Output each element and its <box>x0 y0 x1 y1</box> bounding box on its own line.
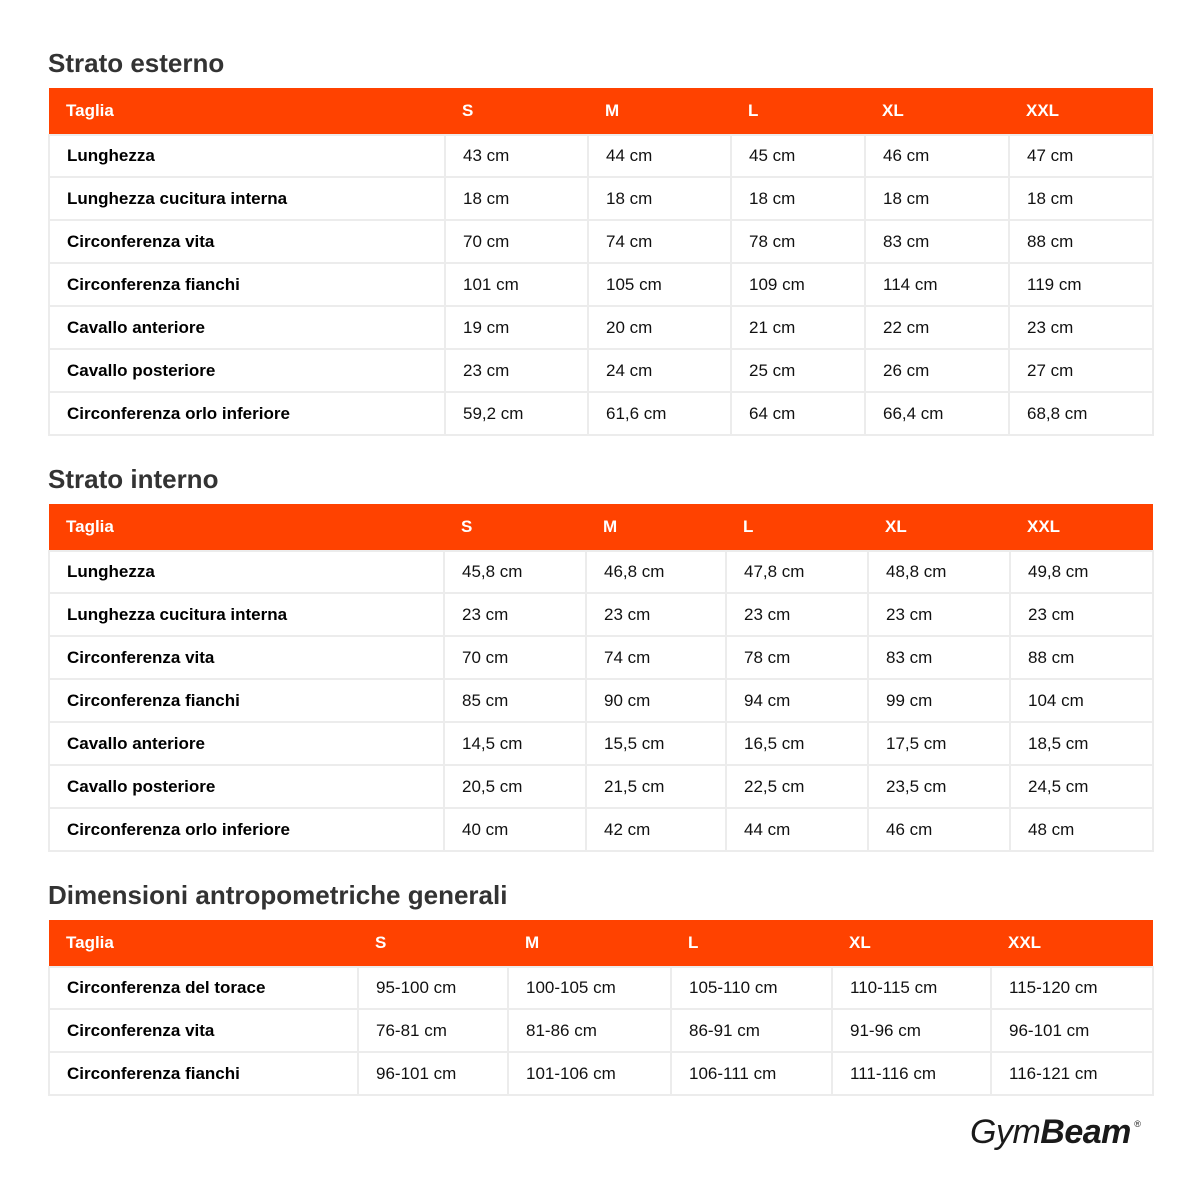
table-cell: 21 cm <box>731 306 865 349</box>
row-label: Lunghezza <box>49 135 445 177</box>
table-cell: 76-81 cm <box>358 1009 508 1052</box>
table-cell: 44 cm <box>588 135 731 177</box>
table-cell: 83 cm <box>865 220 1009 263</box>
table-row <box>49 1009 1153 1052</box>
section-title: Dimensioni antropometriche generali <box>48 880 508 910</box>
table-cell: 23 cm <box>726 593 868 636</box>
table-cell: 81-86 cm <box>508 1009 671 1052</box>
table-cell: 59,2 cm <box>445 392 588 435</box>
table-row <box>49 593 1153 636</box>
table-cell: 66,4 cm <box>865 392 1009 435</box>
table-cell: 111-116 cm <box>832 1052 991 1095</box>
table-cell: 46 cm <box>868 808 1010 851</box>
table-cell: 70 cm <box>445 220 588 263</box>
table-cell: 101 cm <box>445 263 588 306</box>
section-inner-layer <box>48 464 1152 850</box>
table-row <box>49 551 1153 593</box>
table-cell: 94 cm <box>726 679 868 722</box>
table-cell: 115-120 cm <box>991 967 1153 1009</box>
header-cell-xl: XL <box>868 504 1010 551</box>
table-cell: 23 cm <box>586 593 726 636</box>
table-cell: 18 cm <box>588 177 731 220</box>
table-row <box>49 967 1153 1009</box>
row-label: Lunghezza cucitura interna <box>49 593 444 636</box>
logo-text-gym: Gym <box>970 1113 1041 1151</box>
table-cell: 18 cm <box>445 177 588 220</box>
table-cell: 90 cm <box>586 679 726 722</box>
row-label: Lunghezza cucitura interna <box>49 177 445 220</box>
table-cell: 48,8 cm <box>868 551 1010 593</box>
table-cell: 68,8 cm <box>1009 392 1153 435</box>
table-cell: 23,5 cm <box>868 765 1010 808</box>
table-cell: 109 cm <box>731 263 865 306</box>
table-cell: 88 cm <box>1009 220 1153 263</box>
table-cell: 20 cm <box>588 306 731 349</box>
table-cell: 74 cm <box>588 220 731 263</box>
row-label: Circonferenza fianchi <box>49 679 444 722</box>
section-outer-layer <box>48 48 1152 434</box>
table-cell: 78 cm <box>726 636 868 679</box>
table-row <box>49 177 1153 220</box>
registered-mark: ® <box>1134 1119 1141 1129</box>
table-cell: 22 cm <box>865 306 1009 349</box>
table-cell: 95-100 cm <box>358 967 508 1009</box>
section-title: Strato interno <box>48 464 219 494</box>
header-cell-size: Taglia <box>49 88 445 135</box>
table-cell: 70 cm <box>444 636 586 679</box>
row-label: Lunghezza <box>49 551 444 593</box>
row-label: Circonferenza vita <box>49 220 445 263</box>
table-cell: 23 cm <box>445 349 588 392</box>
table-cell: 16,5 cm <box>726 722 868 765</box>
logo-text-beam: Beam <box>1040 1113 1131 1151</box>
table-row <box>49 679 1153 722</box>
row-label: Circonferenza del torace <box>49 967 358 1009</box>
table-cell: 40 cm <box>444 808 586 851</box>
table-cell: 20,5 cm <box>444 765 586 808</box>
table-cell: 47 cm <box>1009 135 1153 177</box>
table-cell: 83 cm <box>868 636 1010 679</box>
table-row <box>49 306 1153 349</box>
table-cell: 96-101 cm <box>358 1052 508 1095</box>
row-label: Cavallo anteriore <box>49 306 445 349</box>
table-cell: 106-111 cm <box>671 1052 832 1095</box>
table-cell: 105-110 cm <box>671 967 832 1009</box>
table-cell: 24 cm <box>588 349 731 392</box>
section-title: Strato esterno <box>48 48 225 78</box>
table-cell: 99 cm <box>868 679 1010 722</box>
row-label: Cavallo anteriore <box>49 722 444 765</box>
table-cell: 104 cm <box>1010 679 1153 722</box>
table-cell: 27 cm <box>1009 349 1153 392</box>
header-cell-s: S <box>444 504 586 551</box>
table-row <box>49 765 1153 808</box>
table-row <box>49 392 1153 435</box>
header-cell-m: M <box>508 920 671 967</box>
table-cell: 43 cm <box>445 135 588 177</box>
row-label: Cavallo posteriore <box>49 765 444 808</box>
table-row <box>49 220 1153 263</box>
table-cell: 46,8 cm <box>586 551 726 593</box>
row-label: Circonferenza fianchi <box>49 263 445 306</box>
header-cell-xxl: XXL <box>1010 504 1153 551</box>
table-cell: 26 cm <box>865 349 1009 392</box>
table-cell: 46 cm <box>865 135 1009 177</box>
table-cell: 74 cm <box>586 636 726 679</box>
size-table-inner-layer <box>48 504 1154 852</box>
row-label: Circonferenza fianchi <box>49 1052 358 1095</box>
table-cell: 23 cm <box>1010 593 1153 636</box>
header-cell-m: M <box>588 88 731 135</box>
header-cell-l: L <box>671 920 832 967</box>
gymbeam-logo <box>970 1110 1141 1154</box>
header-cell-xxl: XXL <box>1009 88 1153 135</box>
table-cell: 14,5 cm <box>444 722 586 765</box>
table-cell: 110-115 cm <box>832 967 991 1009</box>
table-cell: 85 cm <box>444 679 586 722</box>
section-general-measurements <box>48 880 1152 1096</box>
table-cell: 23 cm <box>1009 306 1153 349</box>
table-cell: 86-91 cm <box>671 1009 832 1052</box>
table-row <box>49 636 1153 679</box>
table-cell: 18 cm <box>1009 177 1153 220</box>
table-cell: 18 cm <box>731 177 865 220</box>
row-label: Circonferenza orlo inferiore <box>49 392 445 435</box>
table-cell: 116-121 cm <box>991 1052 1153 1095</box>
table-cell: 61,6 cm <box>588 392 731 435</box>
table-cell: 17,5 cm <box>868 722 1010 765</box>
table-row <box>49 349 1153 392</box>
table-row <box>49 135 1153 177</box>
table-cell: 15,5 cm <box>586 722 726 765</box>
table-cell: 21,5 cm <box>586 765 726 808</box>
header-cell-m: M <box>586 504 726 551</box>
table-header-row <box>49 920 1153 967</box>
header-cell-xxl: XXL <box>991 920 1153 967</box>
size-table-outer-layer <box>48 88 1154 436</box>
table-cell: 100-105 cm <box>508 967 671 1009</box>
table-cell: 49,8 cm <box>1010 551 1153 593</box>
header-cell-l: L <box>731 88 865 135</box>
table-row <box>49 263 1153 306</box>
size-table-general-measurements <box>48 920 1154 1096</box>
table-cell: 64 cm <box>731 392 865 435</box>
table-row <box>49 1052 1153 1095</box>
table-cell: 45,8 cm <box>444 551 586 593</box>
table-cell: 19 cm <box>445 306 588 349</box>
row-label: Circonferenza orlo inferiore <box>49 808 444 851</box>
header-cell-l: L <box>726 504 868 551</box>
table-cell: 96-101 cm <box>991 1009 1153 1052</box>
table-cell: 44 cm <box>726 808 868 851</box>
header-cell-size: Taglia <box>49 504 444 551</box>
table-cell: 88 cm <box>1010 636 1153 679</box>
table-cell: 42 cm <box>586 808 726 851</box>
table-cell: 105 cm <box>588 263 731 306</box>
table-cell: 47,8 cm <box>726 551 868 593</box>
table-header-row <box>49 504 1153 551</box>
header-cell-s: S <box>358 920 508 967</box>
header-cell-xl: XL <box>865 88 1009 135</box>
table-cell: 18 cm <box>865 177 1009 220</box>
table-cell: 78 cm <box>731 220 865 263</box>
table-cell: 22,5 cm <box>726 765 868 808</box>
header-cell-size: Taglia <box>49 920 358 967</box>
table-cell: 48 cm <box>1010 808 1153 851</box>
row-label: Circonferenza vita <box>49 636 444 679</box>
table-cell: 45 cm <box>731 135 865 177</box>
row-label: Cavallo posteriore <box>49 349 445 392</box>
row-label: Circonferenza vita <box>49 1009 358 1052</box>
table-cell: 91-96 cm <box>832 1009 991 1052</box>
table-cell: 18,5 cm <box>1010 722 1153 765</box>
table-row <box>49 722 1153 765</box>
table-cell: 25 cm <box>731 349 865 392</box>
table-cell: 23 cm <box>868 593 1010 636</box>
header-cell-s: S <box>445 88 588 135</box>
table-cell: 114 cm <box>865 263 1009 306</box>
table-header-row <box>49 88 1153 135</box>
table-cell: 24,5 cm <box>1010 765 1153 808</box>
table-cell: 101-106 cm <box>508 1052 671 1095</box>
header-cell-xl: XL <box>832 920 991 967</box>
table-cell: 23 cm <box>444 593 586 636</box>
table-cell: 119 cm <box>1009 263 1153 306</box>
table-row <box>49 808 1153 851</box>
